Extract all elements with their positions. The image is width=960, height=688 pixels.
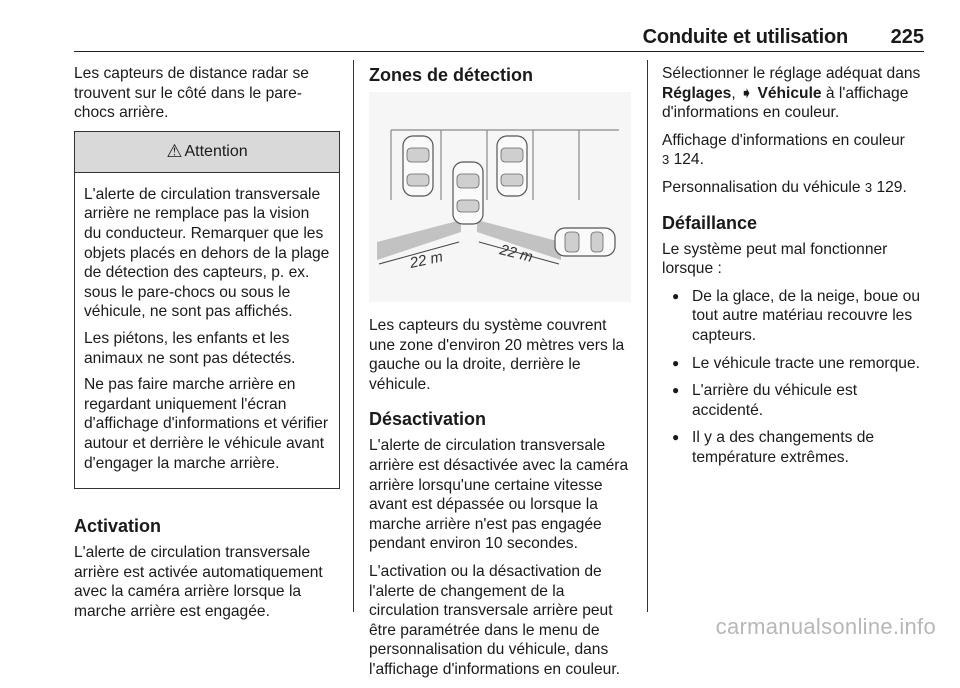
activation-heading: Activation <box>74 516 162 537</box>
column-1 <box>74 64 340 629</box>
vehicule-label: Véhicule <box>757 84 822 102</box>
arrow-icon: ➧ <box>740 84 754 102</box>
list-item: ● Le véhicule tracte une remorque. <box>662 354 924 374</box>
header-rule <box>74 51 924 52</box>
failure-heading: Défaillance <box>662 212 758 233</box>
detection-zones-figure <box>369 92 631 302</box>
attention-paragraph-3: Ne pas faire marche arrière en regardant uniquement l'écran d'affichage d'informations et vérifier autour et derrière le véhicule avant d'engager la marche arrière. <box>84 376 329 472</box>
page-number: 225 <box>890 26 924 48</box>
detection-zones-illustration <box>369 92 631 302</box>
column-2 <box>369 64 633 688</box>
personalisation-reference: Personnalisation du véhicule 3 129. <box>662 178 907 196</box>
left-range-label: 22 m <box>408 248 445 272</box>
warning-icon: ⚠ <box>166 140 183 161</box>
list-item: ● Il y a des changements de température extrêmes. <box>662 428 924 467</box>
attention-box <box>74 131 340 489</box>
column-3 <box>662 64 924 476</box>
zones-paragraph: Les capteurs du système couvrent une zone d'environ 20 mètres vers la gauche ou la droite, derrière le véhicule. <box>369 317 625 393</box>
watermark: carmanualsonline.info <box>715 614 936 639</box>
right-range-label: 22 m <box>498 241 535 266</box>
failure-intro: Le système peut mal fonctionner lorsque : <box>662 240 888 278</box>
activation-paragraph: L'alerte de circulation transversale arrière est activée automatiquement avec la caméra arrière lorsque la marche arrière est engagée. <box>74 544 323 620</box>
attention-paragraph-1: L'alerte de circulation transversale arrière ne remplace pas la vision du conducteur. Remarquer que les objets placés en dehors de la plage de détection des capteurs, p. ex. sous le pare-chocs ou sous le véhicule, ne sont pas affichés. <box>84 185 330 321</box>
deactivation-paragraph-1: L'alerte de circulation transversale arrière est désactivée avec la caméra arrière lorsqu'une certaine vitesse avant est dépassée ou lorsque la marche arrière n'est pas engagée pendant environ 10 secondes. <box>369 437 629 553</box>
page-ref-icon: 3 <box>864 179 873 195</box>
attention-paragraph-2: Les piétons, les enfants et les animaux ne sont pas détectés. <box>84 329 296 367</box>
attention-header <box>75 132 339 173</box>
attention-body <box>75 173 339 488</box>
list-item: ● De la glace, de la neige, boue ou tout autre matériau recouvre les capteurs. <box>662 287 924 346</box>
zones-heading: Zones de détection <box>369 65 534 85</box>
intro-paragraph: Les capteurs de distance radar se trouvent sur le côté dans le pare-chocs arrière. <box>74 65 309 122</box>
column-divider-1 <box>353 60 354 612</box>
page-header <box>0 0 960 56</box>
attention-label: Attention <box>184 142 248 160</box>
column-divider-2 <box>647 60 648 612</box>
page-title: Conduite et utilisation <box>642 26 848 48</box>
deactivation-heading: Désactivation <box>369 409 487 430</box>
page-ref-icon: 3 <box>662 152 670 168</box>
display-reference: Affichage d'informations en couleur 3 124. <box>662 131 905 169</box>
deactivation-paragraph-2: L'activation ou la désactivation de l'alerte de changement de la circulation transversale arrière peut être paramétrée dans le menu de personnalisation du véhicule, dans l'affichage d'informations en couleur. <box>369 562 620 678</box>
reglages-label: Réglages <box>662 84 732 102</box>
select-setting-paragraph: Sélectionner le réglage adéquat dans Réglages, ➧ Véhicule à l'affichage d'informations en couleur. <box>662 65 921 122</box>
list-item: ● L'arrière du véhicule est accidenté. <box>662 381 924 420</box>
failure-list <box>662 287 924 468</box>
